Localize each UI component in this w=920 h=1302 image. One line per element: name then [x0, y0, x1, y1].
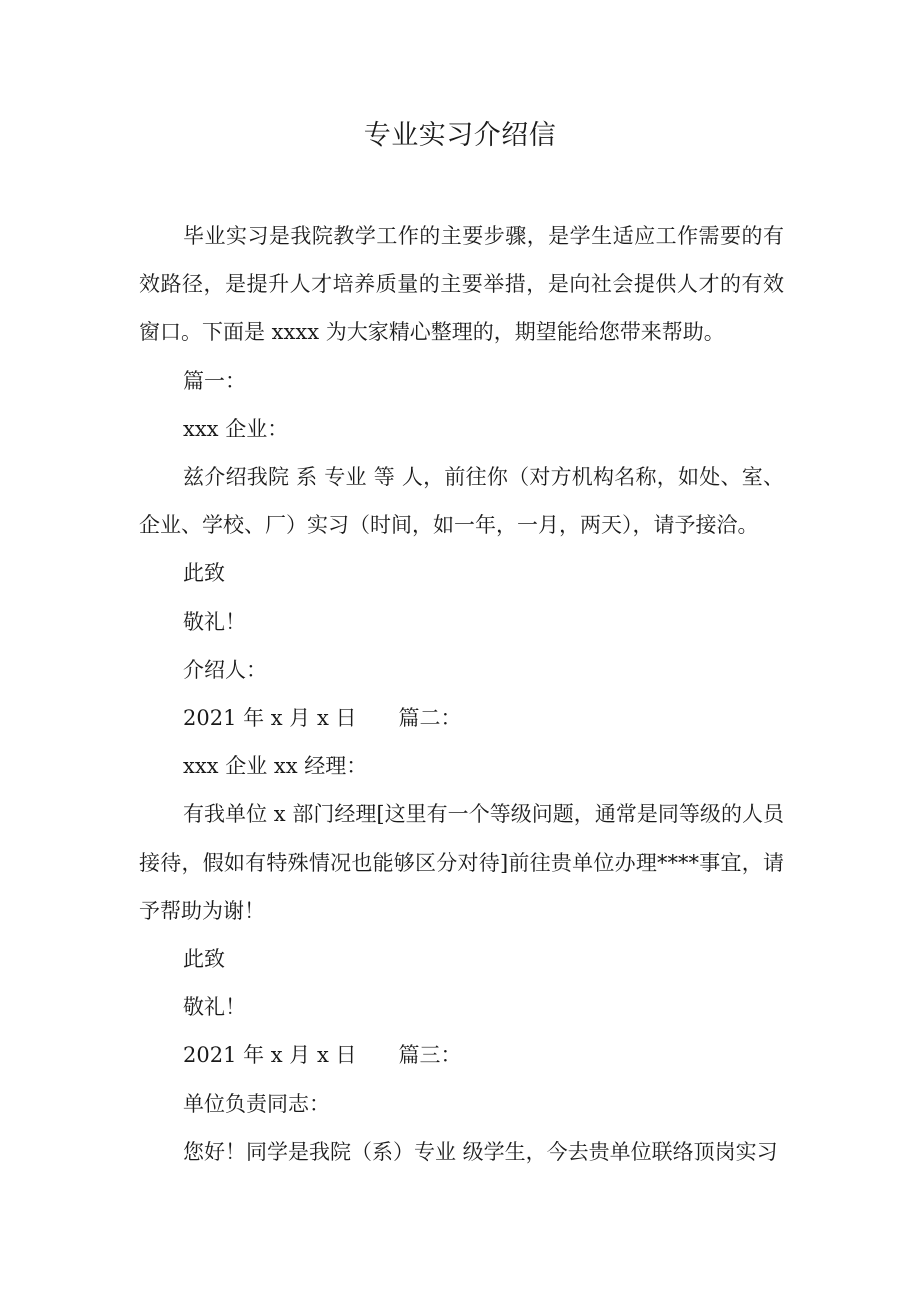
section-heading-2: 篇二：	[398, 706, 462, 731]
salutation-2: xxx 企业 xx 经理：	[183, 754, 368, 779]
letter-body-2: 有我单位 x 部门经理[这里有一个等级问题，通常是同等级的人员接待，假如有特殊情况也能够区分对待]前往贵单位办理****事宜，请予帮助为谢！	[139, 802, 784, 923]
date-text-1: 2021 年 x 月 x 日	[183, 706, 357, 731]
closing-line-2: 此致	[183, 947, 225, 972]
salutation-1: xxx 企业：	[183, 416, 289, 441]
date-line-2	[139, 1031, 784, 1079]
letter-body-1: 兹介绍我院 系 专业 等 人，前往你（对方机构名称，如处、室、企业、学校、厂）实习（时间，如一年，一月，两天），请予接洽。	[139, 465, 784, 538]
document-title: 专业实习介绍信	[363, 120, 557, 151]
letter-body-3: 您好！同学是我院（系）专业 级学生，今去贵单位联络顶岗实习	[183, 1139, 778, 1164]
intro-paragraph: 毕业实习是我院教学工作的主要步骤，是学生适应工作需要的有效路径，是提升人才培养质量的主要举措，是向社会提供人才的有效窗口。下面是 xxxx 为大家精心整理的，期望能给您带来帮助。	[139, 224, 784, 345]
date-line-1	[139, 694, 784, 742]
closing-regards-1: 敬礼！	[183, 609, 246, 634]
section-heading-1: 篇一：	[183, 368, 246, 393]
closing-regards-2: 敬礼！	[183, 995, 246, 1020]
introducer-line: 介绍人：	[183, 657, 267, 682]
section-heading-3: 篇三：	[398, 1043, 462, 1068]
closing-line-1: 此致	[183, 561, 225, 586]
date-text-2: 2021 年 x 月 x 日	[183, 1043, 357, 1068]
document-body	[139, 212, 784, 1176]
salutation-3: 单位负责同志：	[183, 1091, 330, 1116]
